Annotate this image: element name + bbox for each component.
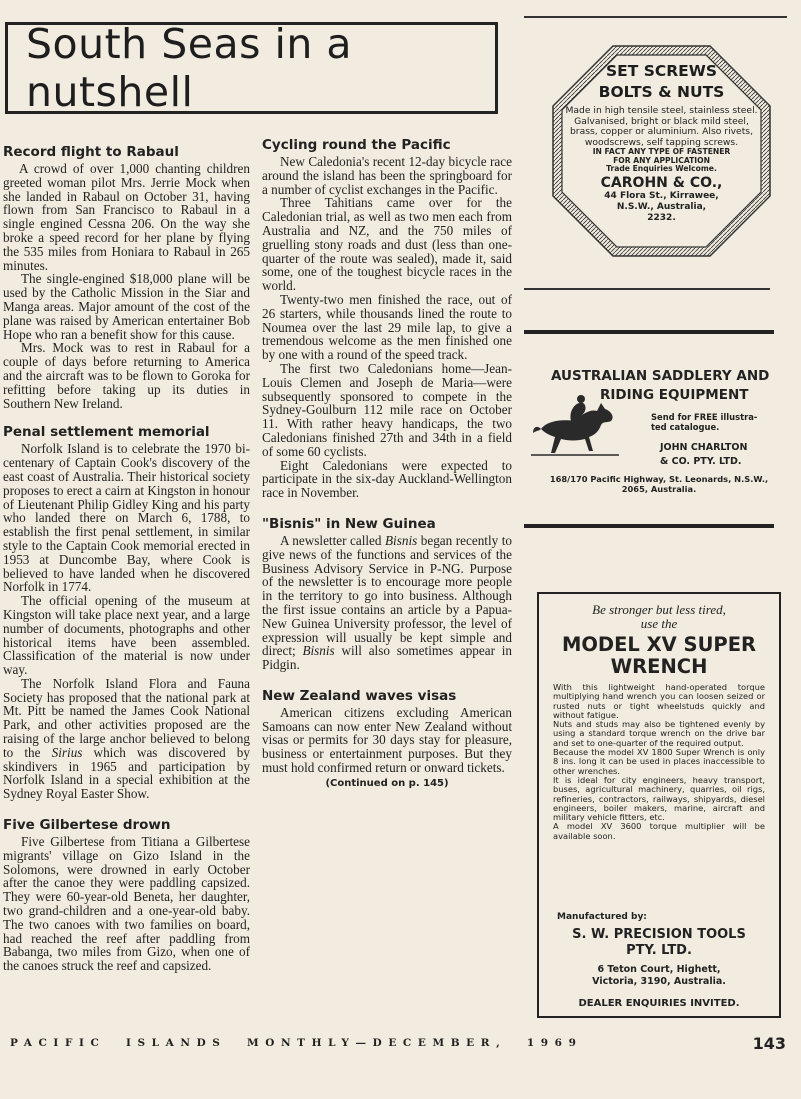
newsletter-name: Bisnis: [302, 643, 335, 659]
company-line: JOHN CHARLTON: [660, 442, 748, 453]
ad-title: RIDING EQUIPMENT: [600, 387, 749, 403]
desc-paragraph: A model XV 3600 torque multiplier will be available soon.: [553, 821, 765, 841]
ad-address: [530, 474, 788, 494]
cycling-paragraph: Twenty-two men finished the race, out of 26 starters, while thousands lined the route to Noumea over the last 29 mile lap, to give a tremendous welcome as the men finished one by one with a round of the speed track.: [262, 291, 512, 363]
ad-title: WRENCH: [610, 655, 708, 678]
bisnis-paragraph: [262, 534, 512, 672]
ship-name: Sirius: [51, 744, 83, 760]
ad-title: AUSTRALIAN SADDLERY AND: [551, 368, 770, 384]
catalogue-offer: [651, 412, 783, 432]
address-line: 2065, Australia.: [621, 484, 697, 494]
ad-title: MODEL XV SUPER: [561, 633, 757, 656]
article-column-2: [262, 137, 512, 791]
page-footer: [10, 1034, 790, 1054]
company-line: & CO. PTY. LTD.: [660, 456, 742, 467]
wrench-ad: [537, 592, 781, 1018]
gilbertese-heading: Five Gilbertese drown: [3, 817, 171, 834]
penal-text: which was discovered by skindivers in 1965 and participation by Norfolk Island in a special exhibition at the Sydney Royal Easter Show.: [3, 744, 250, 802]
title-box: [5, 22, 498, 114]
manufacturer-label: Manufactured by:: [557, 912, 647, 922]
company-name: S. W. PRECISION TOOLS: [572, 927, 746, 942]
article-column-1: [3, 144, 250, 973]
newsletter-name: Bisnis: [385, 532, 418, 548]
nzvisas-paragraph: American citizens excluding American Samoans can now enter New Zealand without visas or permits for 30 days stay for pleasure, business or entertainment purposes. But they must hold confirmed return or onward tickets.: [262, 704, 512, 776]
address-line: Victoria, 3190, Australia.: [592, 976, 726, 987]
divider-rule: [524, 16, 787, 18]
rabaul-paragraph: A crowd of over 1,000 chanting children greeted woman pilot Mrs. Jerrie Mock when she landed in Rabaul on October 31, having flown from San Francisco to Rabaul in a single engined Cessna 206. On the way she broke a speed record for her plane by flying the 535 miles from Honiara to Rabaul in 265 minutes.: [3, 161, 250, 273]
ad-trade-line: Trade Enquiries Welcome.: [606, 164, 717, 174]
gilbertese-paragraph: Five Gilbertese from Titiana a Gilbertese migrants' village on Gizo Island in the Solomons, were drowned in early October after the canoe they were paddling capsized. They were 60-year-old Beneta, her daughter, two grand-children and a one-year-old baby. The two canoes with two families on board, had reached the reef after paddling from Babanga, two miles from Gizo, when one of the canoes struck the reef and capsized.: [3, 834, 250, 974]
ad-caps-line: IN FACT ANY TYPE OF FASTENER: [592, 147, 731, 157]
cycling-paragraph: Eight Caledonians were expected to participate in the six-day Auckland-Wellington race in November.: [262, 457, 512, 501]
penal-paragraph: The official opening of the museum at Kingston will take place next year, and a large number of documents, photographs and other historical items have been assembled. Classification of the material is now under way.: [3, 593, 250, 678]
ad-title: BOLTS & NUTS: [598, 83, 725, 101]
ad-caps-line: FOR ANY APPLICATION: [613, 155, 710, 165]
desc-paragraph: With this lightweight hand-operated torque multiplying hand wrench you can loosen seized or rusted nuts or tight wheelstuds quickly and without fatigue.: [553, 682, 765, 720]
nzvisas-heading: New Zealand waves visas: [262, 687, 457, 704]
address-line: 168/170 Pacific Highway, St. Leonards, N.S.W.,: [549, 474, 769, 484]
ad-body: [565, 106, 758, 224]
ad-address: 44 Flora St., Kirrawee,: [604, 190, 719, 201]
bisnis-text: began recently to give news of the functions and services of the Business Advisory Service in P-NG. Purpose of the newsletter is to encourage more people in the territory to go into business. Although the first issue contains an article by a Papua-New Guinea University professor, the level of expression will usually be kept simple and direct;: [262, 532, 512, 659]
penal-paragraph: [3, 677, 250, 801]
divider-rule: [524, 524, 774, 528]
divider-rule: [524, 330, 774, 334]
cycling-paragraph: The first two Caledonians home—Jean-Louis Clemen and Joseph de Maria—were subsequently sponsored to compete in the Sydney-Goulburn 112 mile race on October 11. With rather heavy handicaps, the two Caledonians finished 27th and 34th in a field of some 60 cyclists.: [262, 360, 512, 459]
divider-rule: [524, 288, 770, 290]
cycling-heading: Cycling round the Pacific: [262, 137, 451, 153]
offer-line: Send for FREE illustra-: [651, 412, 758, 422]
offer-line: ted catalogue.: [651, 422, 720, 432]
company-name: [660, 441, 747, 469]
saddlery-ad: [527, 365, 787, 500]
penal-paragraph: Norfolk Island is to celebrate the 1970 bi-centenary of Captain Cook's discovery of the east coast of Australia. Their historical society proposes to erect a cairn at Kingston in honour of Lieutenant Philip Gidley King and his party who landed there on March 6, 1788, to establish the first penal settlement, in similar style to the Captain Cook memorial erected in 1953 at Duncombe Bay, where Cook is believed to have landed when he discovered Norfolk in 1774.: [3, 441, 250, 595]
penal-text: The Norfolk Island Flora and Fauna Society has proposed that the national park at Mt. Pitt be named the James Cook National Park, and other activities proposed are the raising of the large anchor believed to belong to the: [3, 675, 250, 760]
ad-address: N.S.W., Australia,: [616, 201, 707, 212]
bisnis-heading: "Bisnis" in New Guinea: [262, 515, 436, 532]
bisnis-text: will also sometimes appear in Pidgin.: [262, 643, 512, 673]
penal-heading: Penal settlement memorial: [3, 424, 210, 441]
ad-address: 2232.: [647, 212, 676, 223]
set-screws-ad: [551, 44, 772, 258]
page-title: South Seas in a nutshell: [26, 20, 352, 116]
ad-tagline: use the: [640, 616, 678, 631]
bisnis-text: A newsletter called: [280, 532, 385, 548]
cycling-paragraph: Three Tahitians came over for the Caledonian trial, as well as two men each from Australia and NZ, and the 750 miles of gruelling stony roads and dust (less than one-quarter of the route was sealed), made it, said some, one of the toughest bicycle races in the world.: [262, 195, 512, 294]
desc-paragraph: Nuts and studs may also be tightened evenly by using a standard torque wrench on the drive bar and set to one-quarter of the required output.: [553, 719, 765, 748]
magazine-issue: PACIFIC ISLANDS MONTHLY—DECEMBER, 1969: [10, 1037, 583, 1049]
ad-description: [553, 683, 765, 841]
continued-note: (Continued on p. 145): [325, 777, 449, 789]
dealer-note: DEALER ENQUIRIES INVITED.: [578, 998, 740, 1009]
desc-paragraph: It is ideal for city engineers, heavy transport, buses, agricultural machinery, quarries, oil rigs, refineries, contractors, railways, shipyards, diesel engineers, boiler makers, marine, aircraft and military vehicle fitters, etc.: [553, 774, 765, 823]
page-number: 143: [752, 1034, 786, 1053]
ad-brand: CAROHN & CO.,: [600, 174, 723, 191]
ad-title: SET SCREWS: [605, 62, 718, 80]
company-name: PTY. LTD.: [626, 943, 692, 958]
cycling-paragraph: New Caledonia's recent 12-day bicycle race around the island has been the springboard for a number of cyclist exchanges in the Pacific.: [262, 154, 512, 197]
address-line: 6 Teton Court, Highett,: [597, 964, 721, 975]
desc-paragraph: Because the model XV 1800 Super Wrench is only 8 ins. long it can be used in places inaccessible to other wrenches.: [553, 747, 765, 776]
ad-description: Made in high tensile steel, stainless steel. Galvanised, bright or black mild steel, brass, copper or aluminium. Also rivets, woodscrews, self tapping screws.: [565, 105, 758, 148]
ad-address: [539, 964, 779, 988]
rabaul-heading: Record flight to Rabaul: [3, 144, 179, 160]
rabaul-paragraph: The single-engined $18,000 plane will be used by the Catholic Mission in the Siar and Manga areas. Major amount of the cost of the plane was raised by American entertainer Bob Hope who ran a benefit show for this cause.: [3, 271, 250, 342]
ad-tagline: Be stronger but less tired,: [592, 602, 726, 617]
rabaul-paragraph: Mrs. Mock was to rest in Rabaul for a couple of days before returning to America and the aircraft was to be flown to Goroka for refitting before taking up its duties in Southern New Ireland.: [3, 340, 250, 411]
horse-rider-icon: [531, 391, 623, 461]
